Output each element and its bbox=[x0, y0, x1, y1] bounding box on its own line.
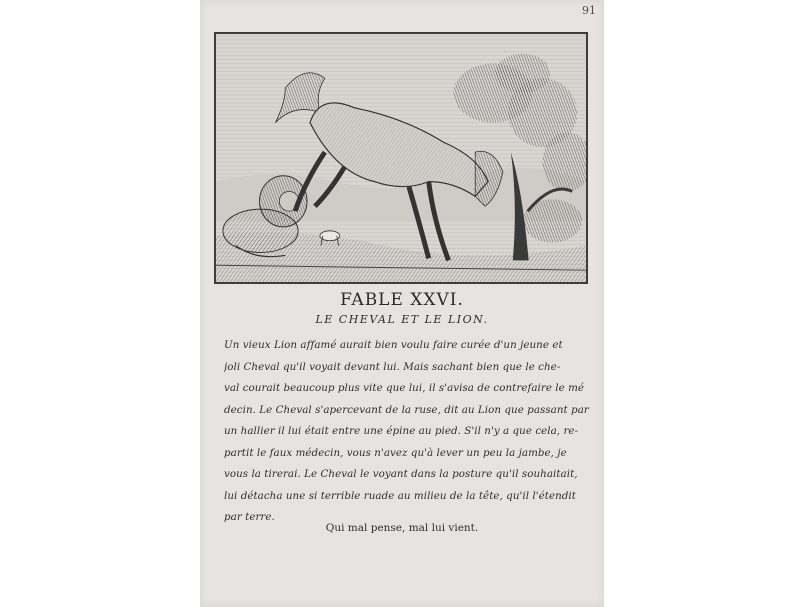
fable-line: partit le faux médecin, vous n'avez qu'à lever un peu la jambe, je bbox=[224, 446, 567, 459]
fable-line: un hallier il lui était entre une épine au pied. S'il n'y a que cela, re- bbox=[224, 425, 579, 437]
fable-text bbox=[224, 335, 592, 529]
fable-subtitle: LE CHEVAL ET LE LION. bbox=[315, 313, 489, 326]
fable-moral: Qui mal pense, mal lui vient. bbox=[325, 522, 479, 534]
engraving-illustration bbox=[214, 32, 588, 284]
book-page bbox=[200, 0, 604, 607]
page-number: 91 bbox=[582, 4, 596, 17]
fable-line: Un vieux Lion affamé aurait bien voulu faire curée d'un jeune et bbox=[224, 339, 563, 351]
horse-and-lion-engraving bbox=[216, 34, 586, 282]
fable-line: joli Cheval qu'il voyait devant lui. Mais sachant bien que le che- bbox=[224, 360, 561, 373]
fable-line: decin. Le Cheval s'apercevant de la ruse, dit au Lion que passant par bbox=[224, 403, 589, 416]
fable-line: lui détacha une si terrible ruade au milieu de la tête, qu'il l'étendit bbox=[224, 489, 576, 502]
fable-line: val courait beaucoup plus vite que lui, il s'avisa de contrefaire le mé bbox=[224, 382, 585, 394]
fable-title: FABLE XXVI. bbox=[340, 290, 464, 310]
fable-line: par terre. bbox=[224, 511, 275, 523]
fable-line: vous la tirerai. Le Cheval le voyant dans la posture qu'il souhaitait, bbox=[224, 468, 578, 480]
